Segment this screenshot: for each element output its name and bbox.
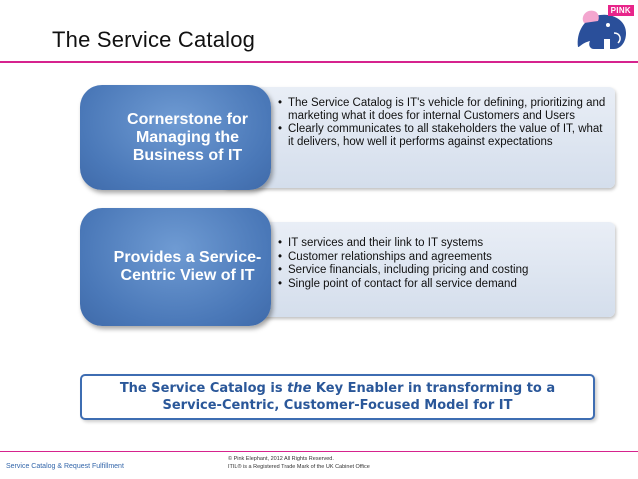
list-item: • Customer relationships and agreements: [278, 251, 608, 264]
list-item: • IT services and their link to IT systems: [278, 237, 608, 250]
banner-text-after: Key Enabler in transforming to a: [311, 381, 556, 396]
row-2-bullets: [278, 237, 608, 291]
list-item: • Service financials, including pricing and costing: [278, 264, 608, 277]
page-title: The Service Catalog: [52, 27, 256, 52]
list-item: • Clearly communicates to all stakeholders the value of IT, what it delivers, how well it performs against expectations: [278, 123, 608, 148]
pink-elephant-logo: [570, 3, 636, 55]
trademark-notice: ITIL® is a Registered Trade Mark of the UK Cabinet Office: [228, 464, 370, 470]
footer-divider: [0, 451, 638, 452]
row-1-bullets: [278, 97, 608, 149]
banner-line-2: Service-Centric, Customer-Focused Model for IT: [162, 398, 513, 413]
banner-text-before: The Service Catalog is: [119, 381, 288, 396]
list-item: • Single point of contact for all service demand: [278, 278, 608, 291]
logo-text: PINK: [608, 5, 634, 16]
footer-legal: [228, 455, 370, 471]
row-2-card-label: Provides a Service-Centric View of IT: [113, 249, 262, 284]
header-divider: [0, 61, 638, 63]
list-item: • The Service Catalog is IT's vehicle for defining, prioritizing and marketing what it does for internal Customers and Users: [278, 97, 608, 122]
row-2-card: [80, 208, 271, 326]
copyright-notice: © Pink Elephant, 2012 All Rights Reserved.: [228, 456, 334, 462]
key-enabler-banner: [80, 374, 595, 420]
row-1-card-label: Cornerstone for Managing the Business of IT: [127, 110, 248, 164]
banner-line-1: [82, 380, 593, 397]
footer-course-title: Service Catalog & Request Fulfillment: [6, 463, 124, 470]
banner-emphasis: the: [287, 381, 312, 396]
row-1-card: [80, 85, 271, 190]
